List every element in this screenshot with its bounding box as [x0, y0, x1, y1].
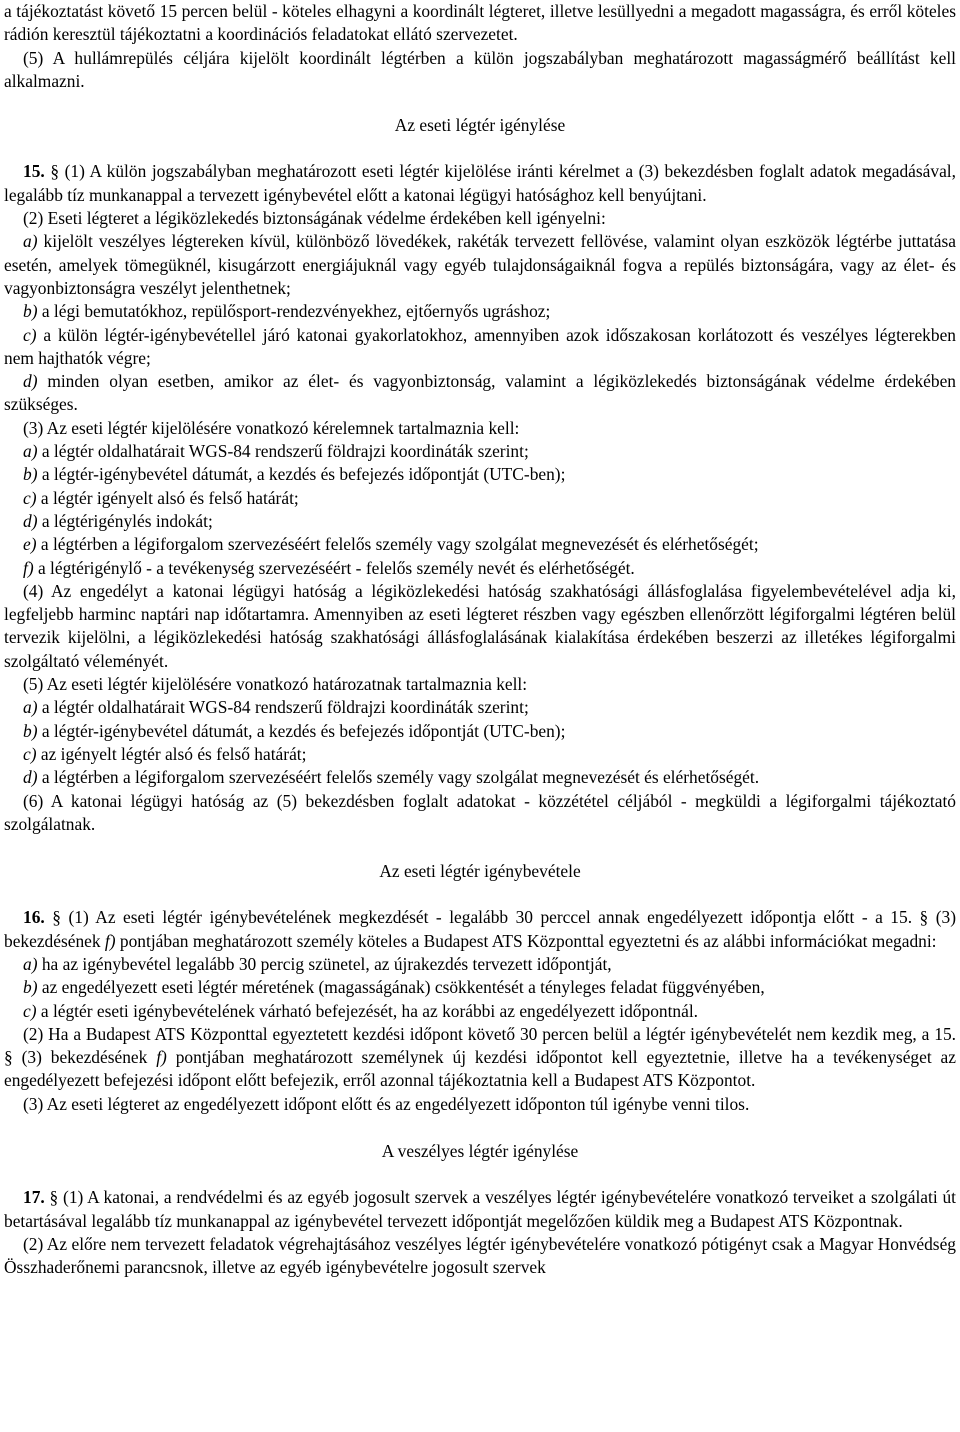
- section-16-paragraph-3: (3) Az eseti légteret az engedélyezett időpont előtt és az engedélyezett időponton túl igénybe venni tilos.: [23, 1093, 750, 1114]
- paragraph-continuation: a tájékoztatást követő 15 percen belül - köteles elhagyni a koordinált légteret, illetve lesüllyedni a megadott magasságra, és erről köteles rádión keresztül tájékoztatni a koordinációs feladatokat ellátó szervezetet.: [4, 1, 956, 45]
- section-17-paragraph-1: [4, 1186, 956, 1233]
- list-item-marker: a): [23, 697, 38, 718]
- list-item-marker: a): [23, 953, 38, 974]
- section-number: 16.: [23, 907, 45, 928]
- list-item-marker: a): [23, 231, 38, 252]
- list-item-text: a légtérben a légiforgalom szervezéséért felelős személy vagy szolgálat megnevezését és elérhetőségét;: [40, 534, 759, 555]
- list-item: [4, 463, 956, 486]
- list-item: [4, 533, 956, 556]
- heading-eseti-legter-igenybevetele: Az eseti légtér igénybevétele: [379, 861, 581, 882]
- list-item-text: a légi bemutatókhoz, repülősport-rendezvényekhez, ejtőernyős ugráshoz;: [41, 301, 551, 322]
- list-item: [4, 766, 956, 789]
- heading-eseti-legter-igenylese: Az eseti légtér igénylése: [394, 115, 566, 136]
- list-item: [4, 696, 956, 719]
- section-17-paragraph-2: (2) Az előre nem tervezett feladatok végrehajtásához veszélyes légtér igénybevételére vonatkozó pótigényt csak a Magyar Honvédség Összhaderőnemi parancsnok, illetve az egyéb igénybevételre jogosult szervek: [4, 1233, 956, 1278]
- list-item-marker: c): [23, 743, 37, 764]
- paragraph-text: (1) A katonai, a rendvédelmi és az egyéb jogosult szervek a veszélyes légtér igénybevételére vonatkozó terveiket a szolgálati út betartásával legalább tíz munkanappal az igénybevétel tervezett időpontját megelőzően küldik meg a Budapest ATS Központnak.: [4, 1187, 957, 1231]
- list-item-marker: b): [23, 301, 38, 322]
- list-item-text: a légtérigénylés indokát;: [41, 510, 213, 531]
- list-item-text: minden olyan esetben, amikor az élet- és vagyonbiztonság, valamint a légiközlekedés biztonságának védelme érdekében szükséges.: [4, 371, 956, 415]
- list-item-marker: b): [23, 977, 38, 998]
- list-item-marker: d): [23, 371, 38, 392]
- list-item: [4, 487, 956, 510]
- section-sign: §: [49, 1187, 59, 1208]
- list-item-text: a légtérigénylő - a tevékenység szervezéséért - felelős személy nevét és elérhetőségét.: [37, 557, 635, 578]
- heading-veszelyes-legter-igenylese: A veszélyes légtér igénylése: [381, 1141, 579, 1162]
- section-15-paragraph-1: [4, 160, 956, 207]
- list-item-marker: d): [23, 767, 38, 788]
- list-item-marker: b): [23, 720, 38, 741]
- list-item-marker: b): [23, 464, 38, 485]
- paragraph-14-5: (5) A hullámrepülés céljára kijelölt koordinált légtérben a külön jogszabályban meghatározott magasságmérő beállítást kell alkalmazni.: [4, 47, 956, 91]
- section-16-paragraph-2: [4, 1023, 956, 1093]
- section-number: 17.: [23, 1187, 45, 1208]
- paragraph-text: pontjában meghatározott személynek új kezdési időpontot kell egyeztetnie, illetve ha a tevékenységet az engedélyezett befejezési időpont előtt befejezik, erről azonnal tájékoztatnia kell a Budapest ATS Központot.: [4, 1047, 956, 1091]
- list-item: [4, 1000, 956, 1023]
- list-item-text: a külön légtér-igénybevétellel járó katonai gyakorlatokhoz, amennyiben azok időszakosan korlátozott és veszélyes légterekben nem hajthatók végre;: [4, 324, 956, 368]
- list-item: [4, 300, 956, 323]
- list-item: [4, 953, 956, 976]
- list-item-marker: e): [23, 534, 37, 555]
- section-15-paragraph-6: (6) A katonai légügyi hatóság az (5) bekezdésben foglalt adatokat - közzététel céljából - megküldi a légiforgalmi tájékoztató szolgálatnak.: [4, 790, 956, 834]
- list-item-text: a légtér eseti igénybevételének várható befejezését, ha az korábbi az engedélyezett időpontnál.: [40, 1000, 699, 1021]
- section-16-paragraph-1: [4, 906, 956, 953]
- paragraph-text: (1) Az eseti légtér igénybevételének megkezdését - legalább 30 perccel annak engedélyezett időpontja előtt - a 15. § (3) bekezdésének: [4, 907, 956, 951]
- list-item-text: a légtér oldalhatárait WGS-84 rendszerű földrajzi koordináták szerint;: [41, 697, 529, 718]
- list-item: [4, 976, 956, 999]
- section-sign: §: [50, 161, 60, 182]
- section-sign: §: [52, 907, 61, 928]
- point-reference: f): [104, 930, 116, 951]
- list-item: [4, 557, 956, 580]
- list-item: [4, 743, 956, 766]
- list-item: [4, 720, 956, 743]
- list-item-marker: c): [23, 487, 37, 508]
- list-item: [4, 370, 956, 417]
- paragraph-text: (1) A külön jogszabályban meghatározott eseti légtér kijelölése iránti kérelmet a (3) bekezdésben foglalt adatok megadásával, legalább tíz munkanappal a tervezett igénybevétel előtt a katonai légügyi hatósághoz kell benyújtani.: [4, 161, 956, 205]
- list-item-text: a légtér oldalhatárait WGS-84 rendszerű földrajzi koordináták szerint;: [41, 441, 529, 462]
- list-item-text: a légtér-igénybevétel dátumát, a kezdés és befejezés időpontját (UTC-ben);: [41, 720, 566, 741]
- list-item-text: a légtér igényelt alsó és felső határát;: [40, 487, 299, 508]
- list-item-marker: c): [23, 1000, 37, 1021]
- list-item: [4, 510, 956, 533]
- paragraph-text: pontjában meghatározott személy köteles a Budapest ATS Központtal egyeztetni és az alábbi információkat megadni:: [119, 930, 937, 951]
- list-item: [4, 324, 956, 371]
- list-item-marker: a): [23, 441, 38, 462]
- section-number: 15.: [23, 161, 45, 182]
- list-item-text: ha az igénybevétel legalább 30 percig szünetel, az újrakezdés tervezett időpontját,: [41, 953, 612, 974]
- list-item: [4, 440, 956, 463]
- list-item-marker: d): [23, 510, 38, 531]
- section-15-paragraph-3: (3) Az eseti légtér kijelölésére vonatkozó kérelemnek tartalmaznia kell:: [23, 417, 520, 438]
- section-15-paragraph-2: (2) Eseti légteret a légiközlekedés biztonságának védelme érdekében kell igényelni:: [23, 208, 606, 229]
- list-item-text: kijelölt veszélyes légtereken kívül, különböző lövedékek, rakéták tervezett fellövése, valamint olyan eszközök légtérbe juttatása esetén, amelyek tömegüknél, kisugárzott energiájuknál vagy egyéb tulajdonságaiknál fogva a repülés biztonságára, vagy az élet- és vagyonbiztonságra veszélyt jelenthetnek;: [4, 231, 956, 298]
- section-15-paragraph-4: (4) Az engedélyt a katonai légügyi hatóság a légiközlekedési hatóság szakhatósági állásfoglalása figyelembevételével adja ki, legfeljebb harminc naptári nap időtartamra. Amennyiben az eseti légteret részben vagy egészben ellenőrzött légiforgalmi légtéren belül tervezik kijelölni, a légiközlekedési hatóság szakhatósági állásfoglalásának kialakítása érdekében beszerzi az illetékes légiforgalmi szolgáltató véleményét.: [4, 580, 956, 671]
- list-item-text: az igényelt légtér alsó és felső határát;: [40, 743, 307, 764]
- section-15-paragraph-5: (5) Az eseti légtér kijelölésére vonatkozó határozatnak tartalmaznia kell:: [23, 674, 528, 695]
- list-item-marker: c): [23, 324, 37, 345]
- paragraph-text: (2) Ha a Budapest ATS Központtal egyeztetett kezdési időpont követő 30 percen belül a légtér igénybevételét nem kezdik meg, a 15. § (3) bekezdésének: [4, 1023, 956, 1068]
- point-reference: f): [156, 1047, 167, 1068]
- list-item-marker: f): [23, 557, 34, 578]
- list-item-text: a légtér-igénybevétel dátumát, a kezdés és befejezés időpontját (UTC-ben);: [41, 464, 566, 485]
- list-item-text: az engedélyezett eseti légtér méretének (magasságának) csökkentését a tényleges feladat függvényében,: [41, 977, 765, 998]
- list-item: [4, 230, 956, 300]
- list-item-text: a légtérben a légiforgalom szervezéséért felelős személy vagy szolgálat megnevezését és elérhetőségét.: [41, 767, 760, 788]
